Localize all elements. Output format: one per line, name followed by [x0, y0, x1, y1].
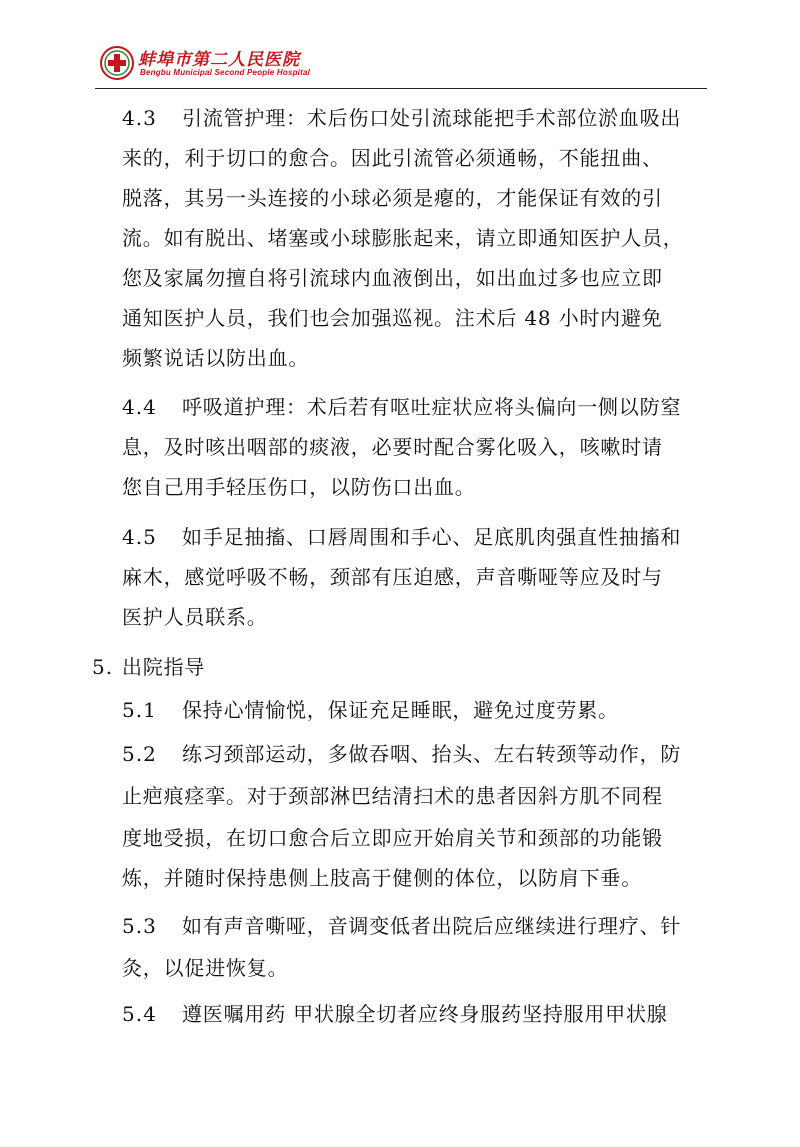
paragraph-line: 止疤痕痉挛。对于颈部淋巴结清扫术的患者因斜方肌不同程 — [122, 784, 663, 808]
paragraph-line: 如手足抽搐、口唇周围和手心、足底肌肉强直性抽搐和 — [182, 525, 682, 549]
item-number: 5.4 — [122, 1002, 157, 1026]
paragraph-line: 麻木，感觉呼吸不畅，颈部有压迫感，声音嘶哑等应及时与 — [122, 565, 663, 589]
item-number: 4.3 — [122, 106, 157, 130]
paragraph-line: 引流管护理：术后伤口处引流球能把手术部位淤血吸出 — [182, 106, 682, 130]
section-number: 5. — [92, 655, 114, 679]
item-number: 4.4 — [122, 395, 157, 419]
item-number: 5.1 — [122, 698, 157, 722]
item-number: 5.2 — [122, 742, 157, 766]
item-number: 5.3 — [122, 914, 157, 938]
paragraph-line: 您及家属勿擅自将引流球内血液倒出，如出血过多也应立即 — [122, 266, 663, 290]
paragraph-line: 来的，利于切口的愈合。因此引流管必须通畅，不能扭曲、 — [122, 146, 663, 170]
paragraph-line: 医护人员联系。 — [122, 605, 268, 629]
header-divider — [95, 88, 707, 89]
paragraph-line: 遵医嘱用药 甲状腺全切者应终身服药坚持服用甲状腺 — [182, 1002, 668, 1026]
paragraph-line: 呼吸道护理：术后若有呕吐症状应将头偏向一侧以防窒 — [182, 395, 682, 419]
paragraph-line: 如有声音嘶哑，音调变低者出院后应继续进行理疗、针 — [182, 914, 682, 938]
paragraph-line: 炼，并随时保持患侧上肢高于健侧的体位，以防肩下垂。 — [122, 866, 642, 890]
paragraph-line: 脱落，其另一头连接的小球必须是瘪的，才能保证有效的引 — [122, 186, 663, 210]
paragraph-line: 灸，以促进恢复。 — [122, 956, 289, 980]
hospital-name-en: Bengbu Municipal Second People Hospital — [140, 68, 311, 77]
paragraph-line: 度地受损，在切口愈合后立即应开始肩关节和颈部的功能锻 — [122, 826, 663, 850]
hospital-header — [100, 44, 710, 84]
paragraph-line: 练习颈部运动，多做吞咽、抬头、左右转颈等动作，防 — [182, 742, 682, 766]
paragraph-line: 频繁说话以防出血。 — [122, 346, 310, 370]
hospital-logo-icon — [100, 46, 134, 80]
paragraph-line: 保持心情愉悦，保证充足睡眠，避免过度劳累。 — [182, 698, 619, 722]
item-number: 4.5 — [122, 525, 157, 549]
paragraph-line: 您自己用手轻压伤口，以防伤口出血。 — [122, 475, 476, 499]
paragraph-line: 通知医护人员，我们也会加强巡视。注术后 48 小时内避免 — [122, 306, 663, 330]
hospital-name-cn: 蚌埠市第二人民医院 — [138, 50, 300, 70]
section-title: 出院指导 — [122, 655, 206, 679]
paragraph-line: 息，及时咳出咽部的痰液，必要时配合雾化吸入，咳嗽时请 — [122, 435, 663, 459]
paragraph-line: 流。如有脱出、堵塞或小球膨胀起来，请立即通知医护人员， — [122, 226, 684, 250]
